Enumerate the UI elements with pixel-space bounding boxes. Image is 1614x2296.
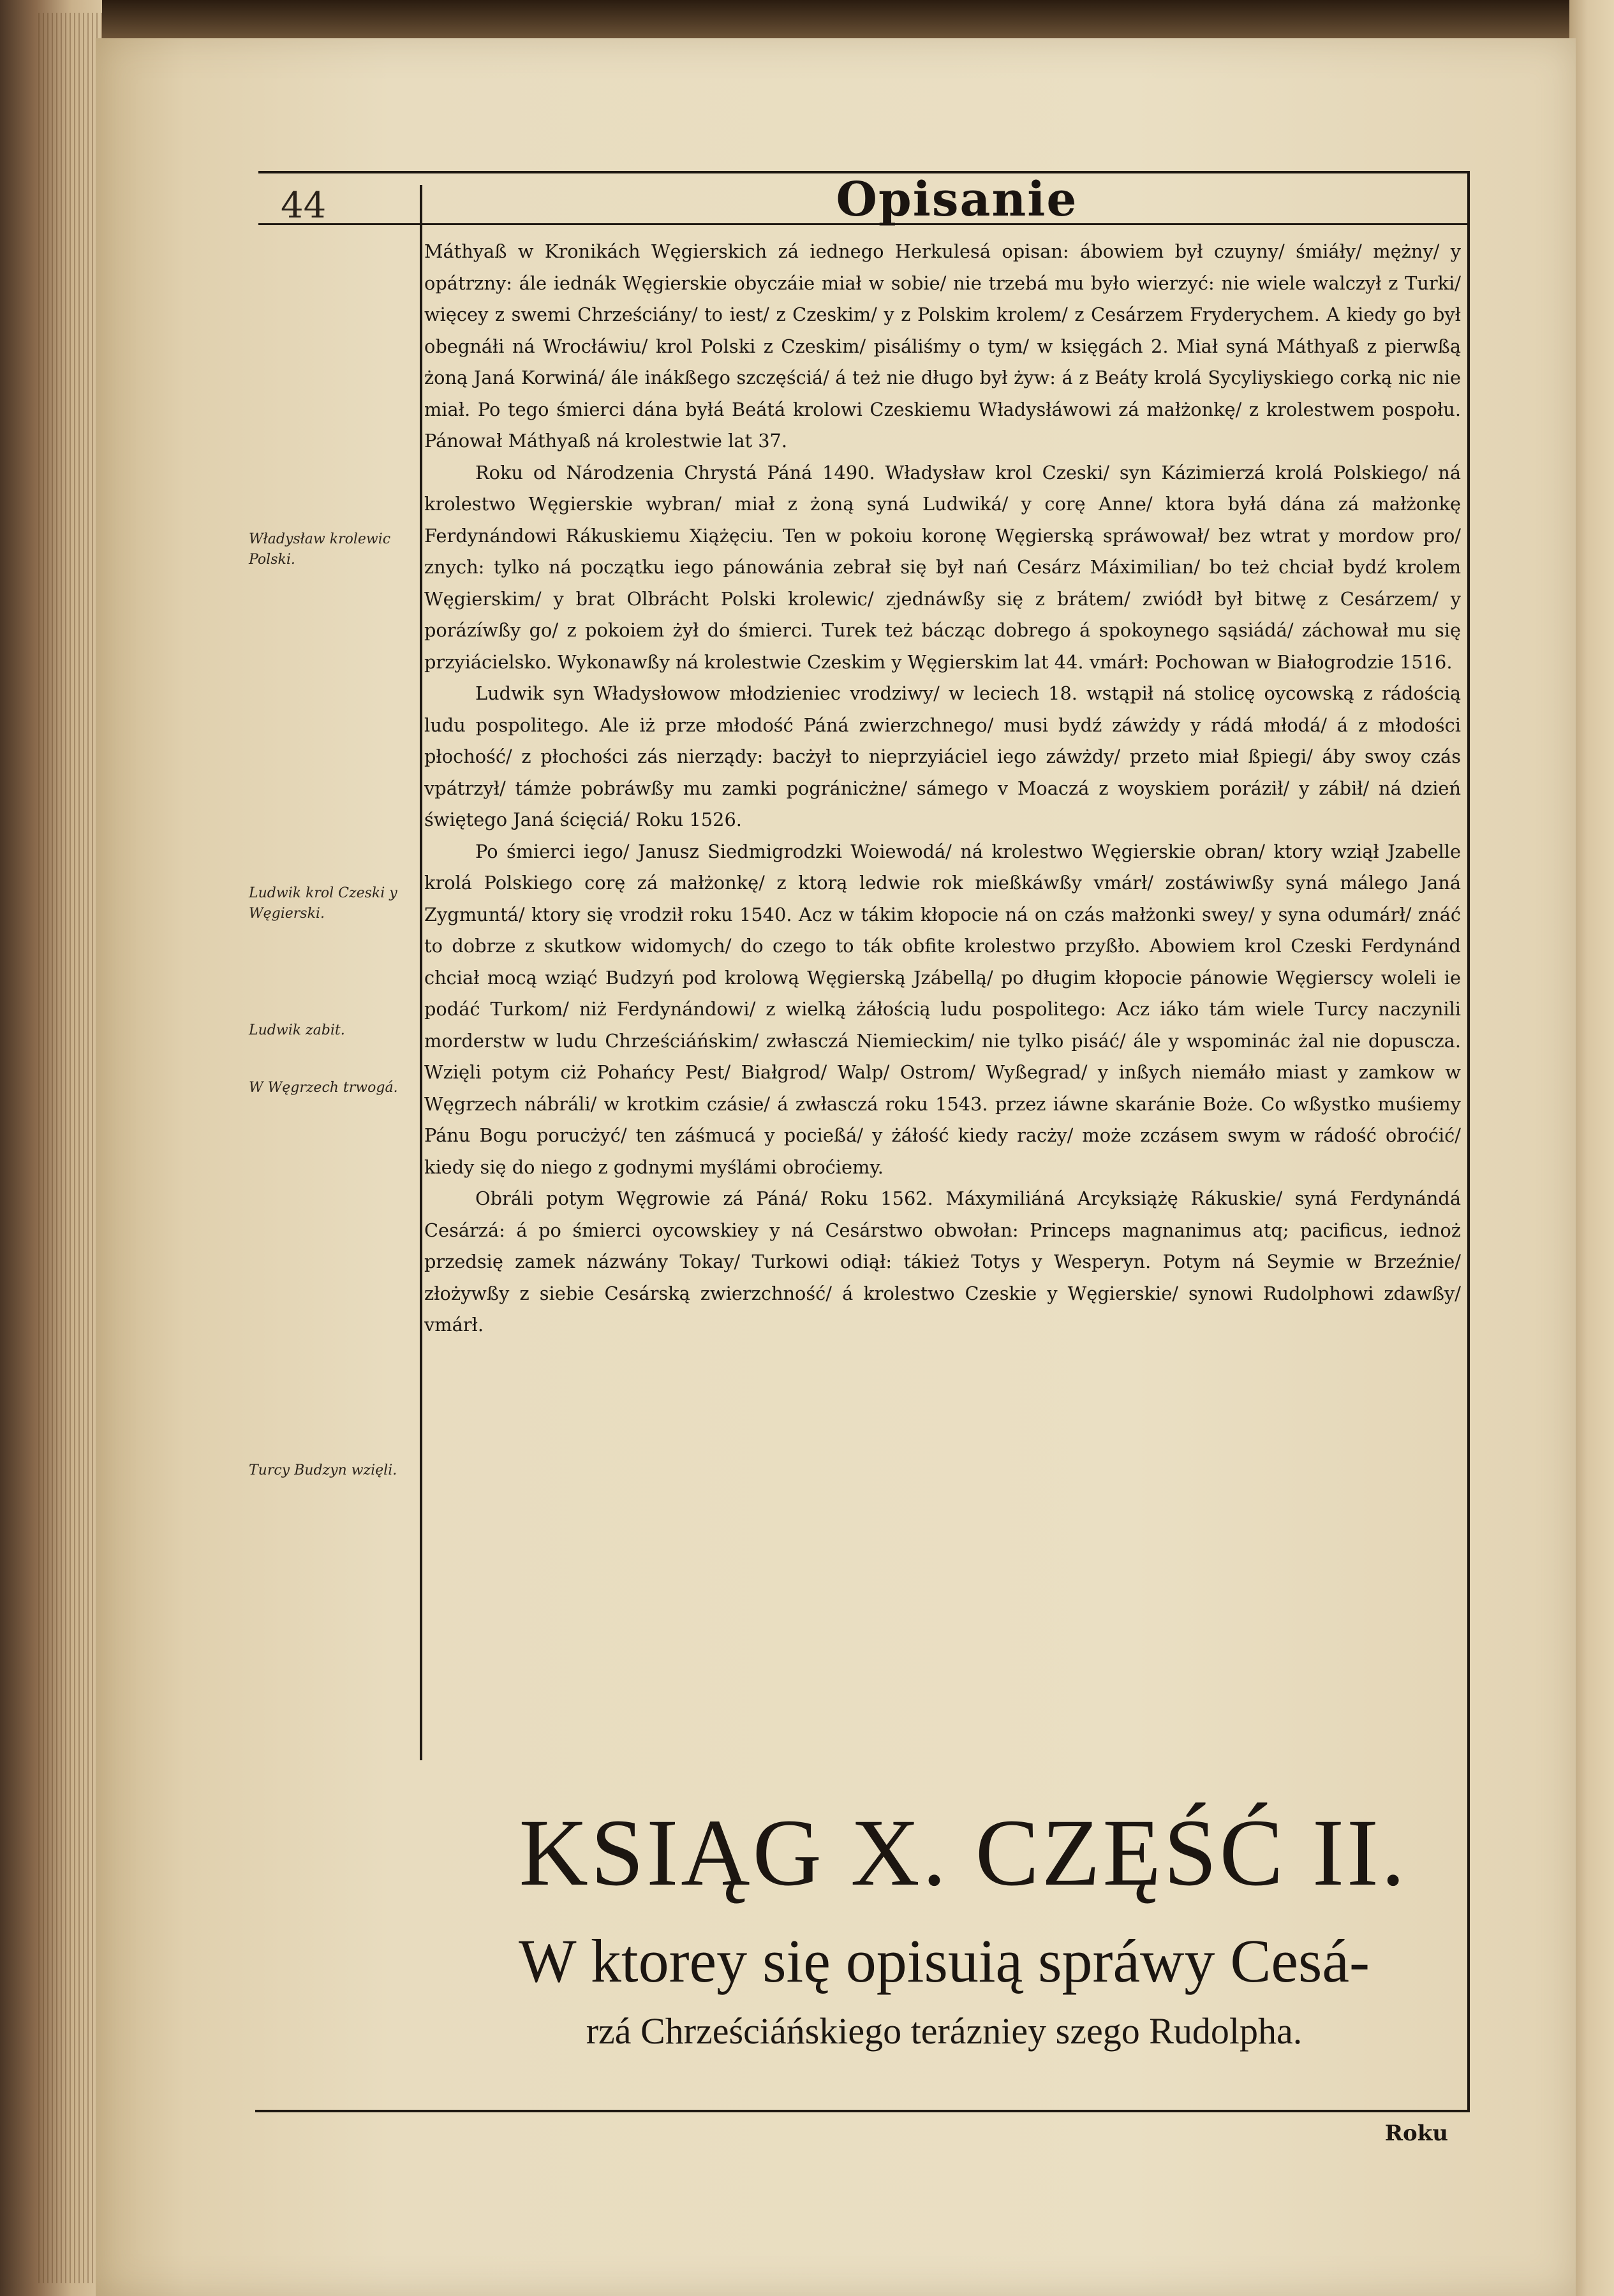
margin-note: Władysław krolewic Polski. xyxy=(249,531,391,568)
page-edges xyxy=(38,13,102,2283)
section-subtitle-line-2: rzá Chrześciáńskiego terázniey szego Rudolpha. xyxy=(586,2010,1303,2052)
margin-note: W Węgrzech trwogá. xyxy=(249,1080,398,1096)
paragraph: Obráli potym Węgrowie zá Páná/ Roku 1562. Máxymiliáná Arcyksiążę Rákuskie/ syná Ferdynándá Cesárzá: á po śmierci oycowskiey y ná Cesárstwo obwołan: Princeps magnanimus atq; pacificus, iednoż przedsię zamek názwány Tokay/ Turkowi odiął: tákież Totys y Wesperyn. Potym ná Seymie w Brzeźnie/ złożywßy z siebie Cesárską zwierzchność/ á krolestwo Czeskie y Węgierskie/ synowi Rudolphowi zdawßy/ vmárł. xyxy=(424,1188,1461,1336)
section-heading: KSIĄG X. CZĘŚĆ II. xyxy=(519,1800,1408,1906)
paragraph: Roku od Národzenia Chrystá Páná 1490. Władysław krol Czeski/ syn Kázimierzá krolá Polskiego/ ná krolestwo Węgierskie wybran/ miał z żoną syná Ludwiká/ y corę Anne/ ktora byłá dána zá małżonkę Ferdynándowi Rákuskiemu Xiążęciu. Ten w pokoiu koronę Węgierską spráwował/ bez wtrat y mordow pro/ znych: tylko ná początku iego pánowánia zebrał się był nań Cesárz Máximilian/ bo też chciał bydź krolem Węgierskim/ y brat Olbrácht Polski krolewic/ zjednáwßy się z brátem/ zwiódł był bitwę z Cesárzem/ y porázíwßy go/ z pokoiem żył do śmierci. Turek też bácząc dobrego á spokoynego sąsiádá/ záchował mu się przyiácielsko. Wykonawßy ná krolestwie Czeskim y Węgierskim lat 44. vmárł: Pochowan w Białogrodzie 1516. xyxy=(424,461,1461,673)
body-text xyxy=(424,236,1461,1341)
paragraph: Ludwik syn Władysłowow młodzieniec vrodziwy/ w leciech 18. wstąpił ná stolicę oycowską z rádością ludu pospolitego. Ale iż prze młodość Páná zwierzchnego/ musi bydź záwżdy y rádá młodá/ á z młodości płochość/ z płochości zás nierządy: bacżył to nieprzyiáciel iego záwżdy/ przeto miał ßpiegi/ áby swoy czás vpátrzył/ támże pobráwßy mu zamki pogránicżne/ sámego v Moaczá z woyskiem poráził/ y zábił/ ná dzień świętego Janá ścięciá/ Roku 1526. xyxy=(424,682,1461,830)
margin-note: Ludwik zabit. xyxy=(249,1022,345,1038)
paragraph: Po śmierci iego/ Janusz Siedmigrodzki Woiewodá/ ná krolestwo Węgierskie obran/ ktory wziął Jzabelle krolá Polskiego corę zá małżonkę/ z ktorą ledwie rok mießkáwßy vmárł/ zostáwiwßy syná málego Janá Zygmuntá/ ktory się vrodził roku 1540. Acz w tákim kłopocie ná on czás małżonki swey/ y syna odumárł/ znáć to dobrze z skutkow widomych/ do czego to ták obfite krolestwo przyßło. Abowiem krol Czeski Ferdynánd chciał mocą wziąć Budzyń pod krolową Węgierską Jzábellą/ po długim kłopocie pánowie Węgierscy woleli ie podáć Turkom/ niż Ferdynándowi/ z wielką żáłością ludu pospolitego: Acz iáko tám wiele Turcy naczynili morderstw w ludu Chrześciáńskim/ zwłasczá Niemieckim/ nie tylko pisáć/ ále y wspominác żal nie dopuscza. Wzięli potym ciż Pohańcy Pest/ Białgrod/ Walp/ Ostrom/ Wyßegrad/ y inßych niemáło miast y zamkow w Węgrzech nábráli/ w krotkim czásie/ á zwłasczá roku 1543. przez iáwne skaránie Boże. Co wßystko muśiemy Pánu Bogu porucżyć/ ten záśmucá y pocießá/ y żáłość kiedy racży/ może zczásem swym w rádość obroćić/ kiedy się do niego z godnymi myślámi obroćiemy. xyxy=(424,840,1461,1178)
margin-note: Ludwik krol Czeski y Węgierski. xyxy=(249,885,397,922)
margin-rule xyxy=(420,185,422,1760)
book-edge-right xyxy=(1569,0,1614,2296)
margin-note: Turcy Budzyn wzięli. xyxy=(249,1462,397,1478)
section-subtitle-line-1: W ktorey się opisuią spráwy Cesá- xyxy=(519,1927,1370,1995)
running-head: Opisanie xyxy=(836,172,1078,227)
page-number: 44 xyxy=(281,185,327,226)
catchword: Roku xyxy=(1384,2121,1448,2146)
paragraph: Máthyaß w Kronikách Węgierskich zá iednego Herkulesá opisan: ábowiem był czuyny/ śmiáły/ mężny/ y opátrzny: ále iednák Węgierskie obyczáie miał w sobie/ nie trzebá mu było wierzyć: nie wiele walczył z Turki/ więcey z swemi Chrześciány/ to iest/ z Czeskim/ y z Polskim krolem/ z Cesárzem Fryderychem. A kiedy go był obegnáłi ná Wrocłáwiu/ krol Polski z Czeskim/ pisáliśmy o tym/ w księgách 2. Miał syná Máthyaß z pierwßą żoną Janá Korwiná/ ále inákßego szczęściá/ á też nie długo był żyw: á z Beáty krolá Sycyliyskiego corką nic nie miał. Po tego śmierci dána byłá Beátá krolowi Czeskiemu Władysłáwowi zá małżonkę/ z krolestwem pospołu. Pánował Máthyaß ná krolestwie lat 37. xyxy=(424,240,1461,452)
